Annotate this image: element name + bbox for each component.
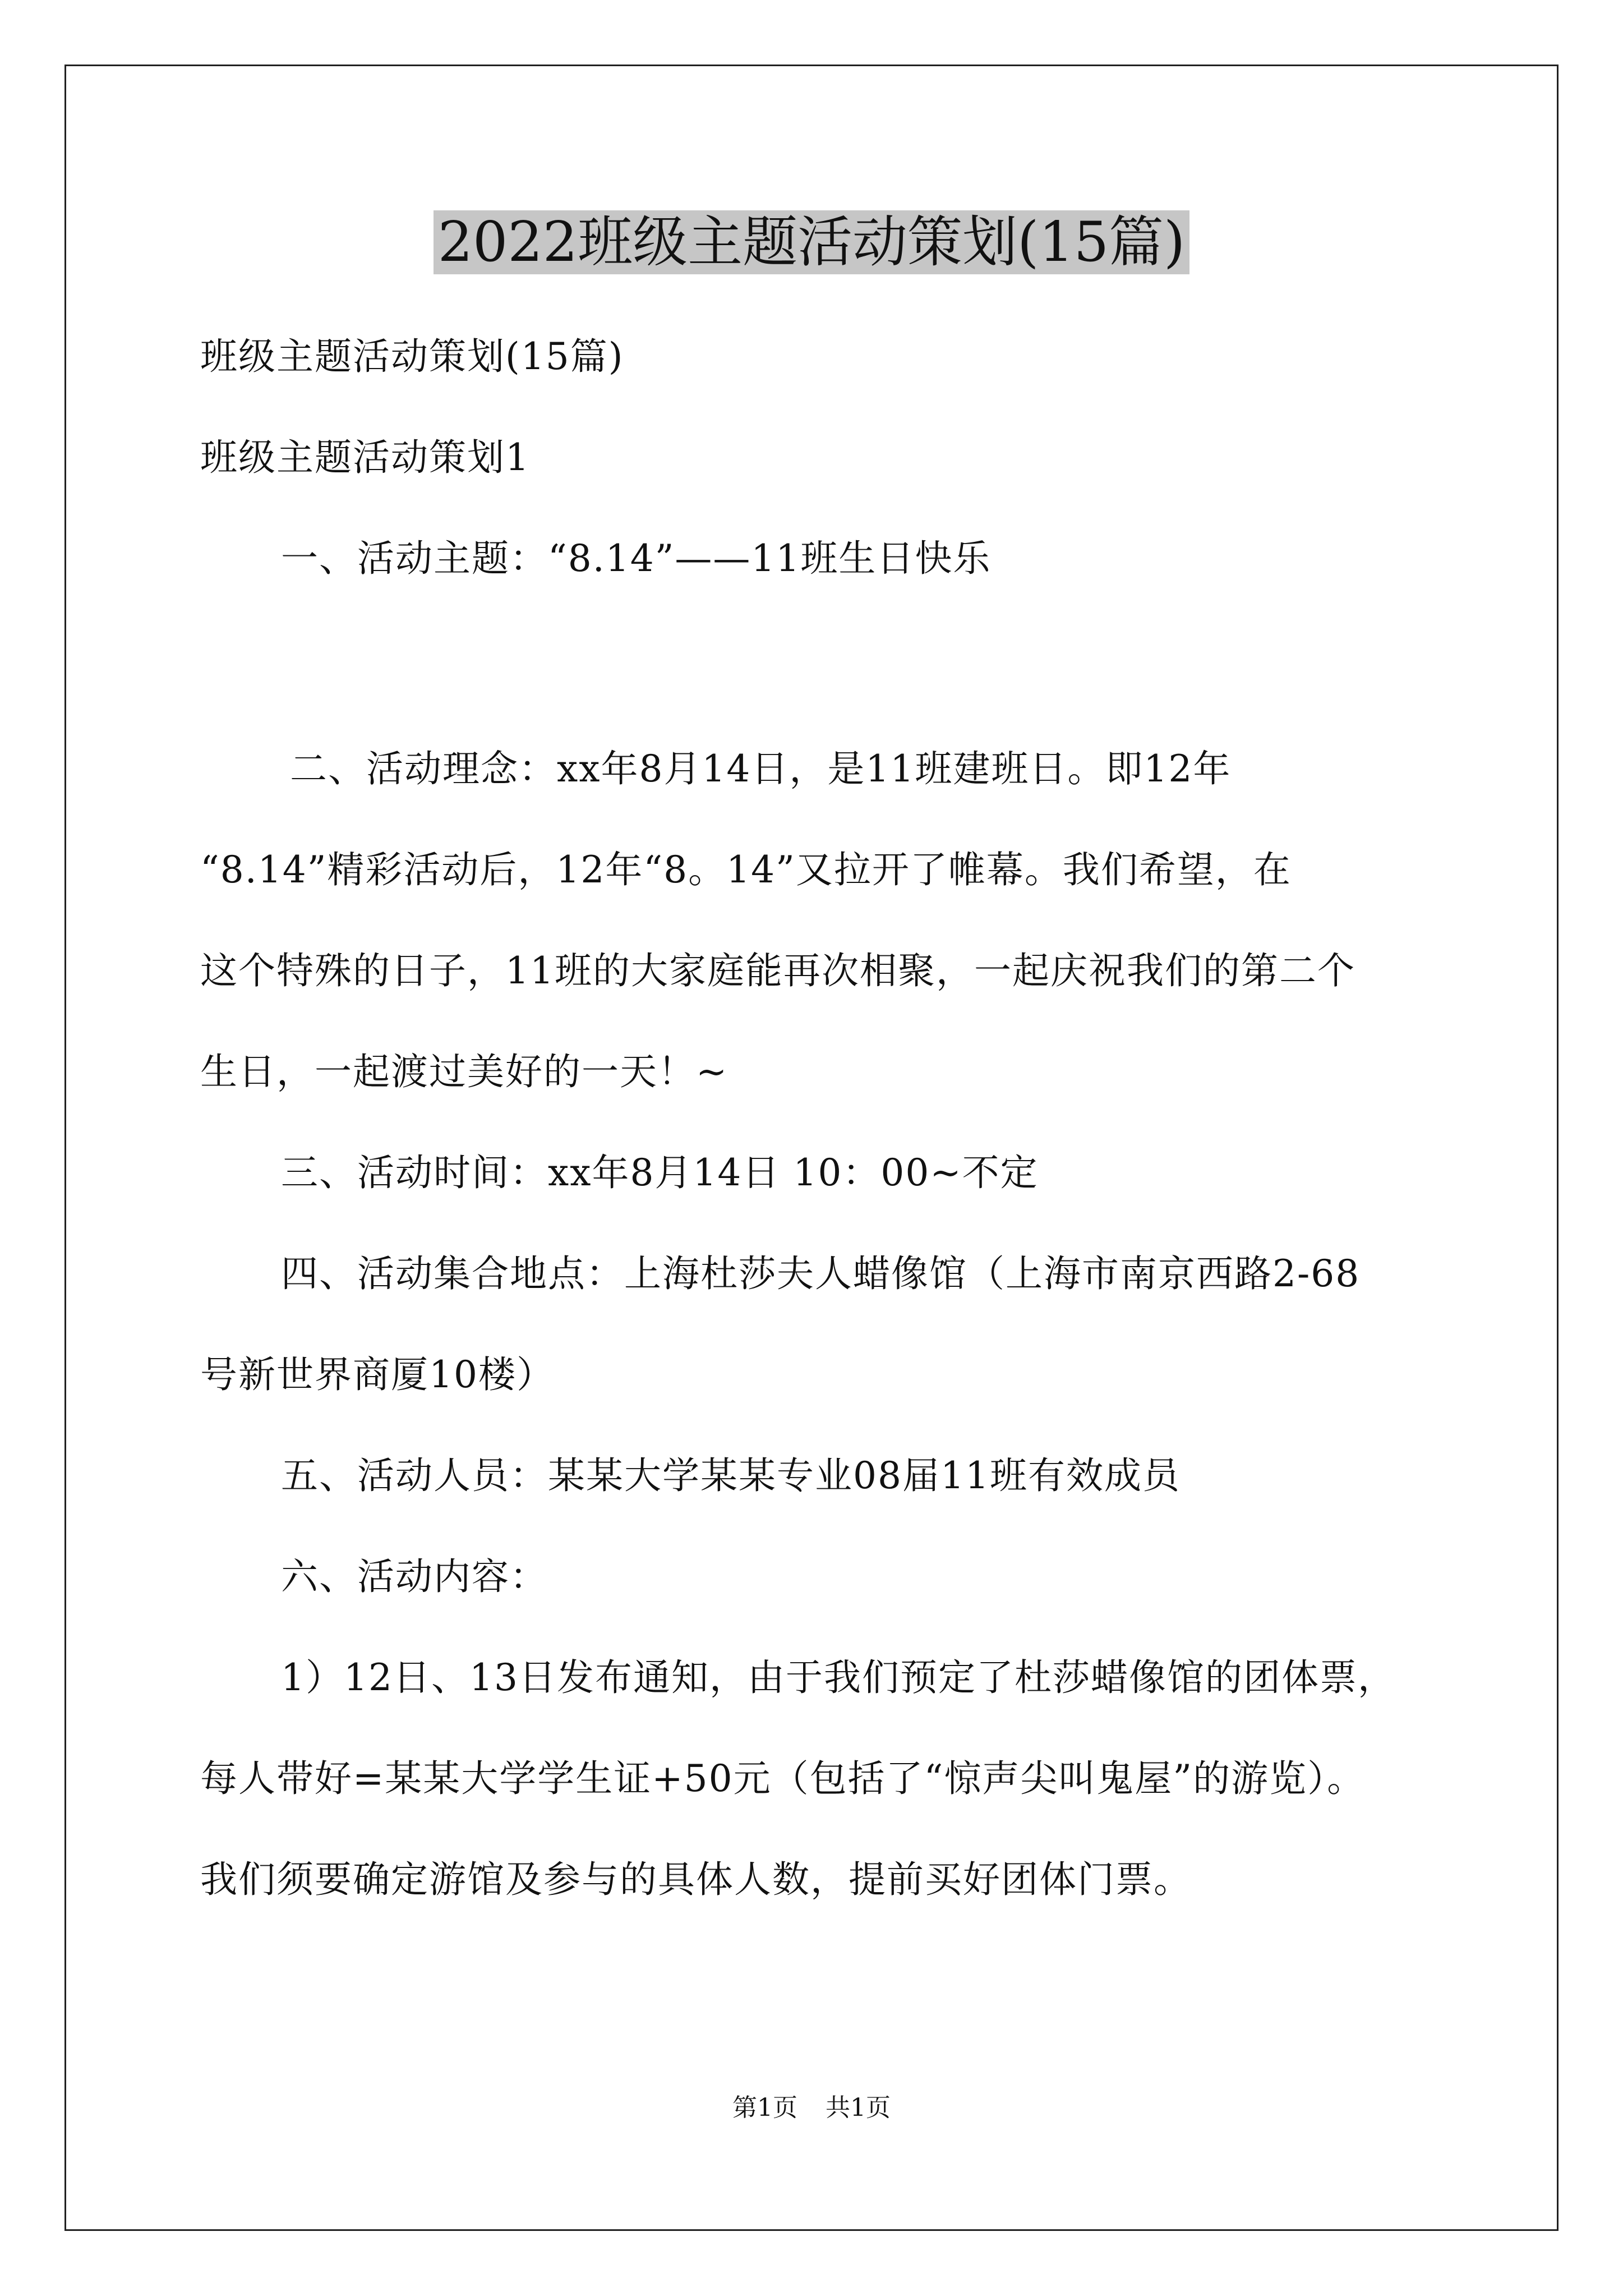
document-title [0, 203, 1623, 282]
paragraph-activity-content [200, 1526, 1440, 1627]
page-number: 第1页 [732, 2093, 797, 2122]
paragraph-line: 生日，一起渡过美好的一天！~ [200, 1050, 728, 1093]
paragraph-line: 1）12日、13日发布通知，由于我们预定了杜莎蜡像馆的团体票， [281, 1656, 1396, 1699]
paragraph-line: 二、活动理念：xx年8月14日，是11班建班日。即12年 [290, 747, 1232, 790]
paragraph-line: 一、活动主题：“8.14”——11班生日快乐 [281, 537, 992, 580]
paragraph-line: 每人带好=某某大学学生证+50元（包括了“惊声尖叫鬼屋”的游览）。 [200, 1757, 1366, 1800]
paragraph-line: 我们须要确定游馆及参与的具体人数，提前买好团体门票。 [200, 1858, 1192, 1901]
paragraph-line: 五、活动人员：某某大学某某专业08届11班有效成员 [281, 1454, 1181, 1497]
paragraph-content-item-1 [200, 1627, 1440, 1930]
paragraph-line: 三、活动时间：xx年8月14日 10：00~不定 [281, 1151, 1039, 1194]
paragraph-line: 班级主题活动策划(15篇) [200, 335, 624, 378]
paragraph-line: 四、活动集合地点：上海杜莎夫人蜡像馆（上海市南京西路2-68 [281, 1252, 1361, 1295]
paragraph-section-heading [200, 407, 1440, 508]
document-body [200, 306, 1440, 1930]
paragraph-meeting-place [200, 1223, 1440, 1425]
page-total: 共1页 [826, 2093, 891, 2122]
paragraph-subtitle [200, 306, 1440, 407]
paragraph-activity-theme [200, 508, 1440, 609]
paragraph-participants [200, 1425, 1440, 1526]
paragraph-line: 号新世界商厦10楼） [200, 1353, 555, 1396]
paragraph-line: 六、活动内容： [281, 1555, 548, 1598]
page-footer [0, 2091, 1623, 2125]
paragraph-activity-time [200, 1122, 1440, 1223]
paragraph-line: “8.14”精彩活动后，12年“8。14”又拉开了帷幕。我们希望，在 [200, 848, 1292, 891]
paragraph-line: 班级主题活动策划1 [200, 436, 530, 479]
paragraph-line: 这个特殊的日子，11班的大家庭能再次相聚，一起庆祝我们的第二个 [200, 949, 1355, 992]
paragraph-activity-concept [200, 719, 1440, 1122]
document-title-text: 2022班级主题活动策划(15篇) [434, 210, 1190, 274]
